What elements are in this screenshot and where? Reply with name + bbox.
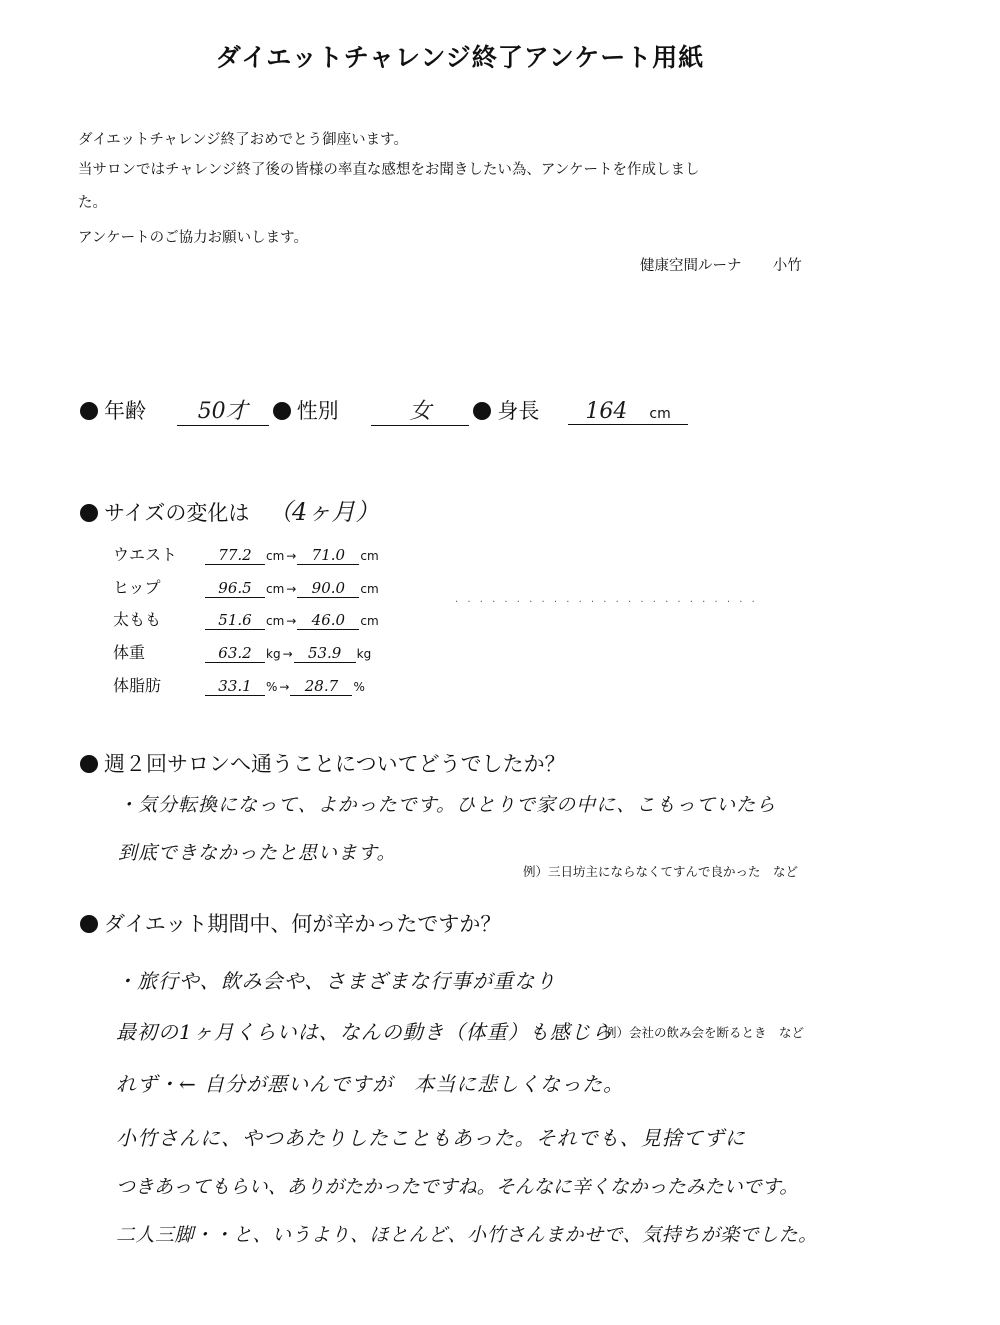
measure-unit: % (353, 680, 365, 694)
profile-row (80, 394, 688, 426)
bullet-icon (80, 755, 98, 773)
salon-name: 健康空間ルーナ (640, 258, 742, 274)
measure-unit: cm (266, 549, 285, 563)
answer-2-line-3[interactable]: れず・← 自分が悪いんですが 本当に悲しくなった。 (116, 1072, 625, 1096)
height-field[interactable] (568, 399, 688, 425)
intro-line-2: 当サロンではチャレンジ終了後の皆様の率直な感想をお聞きしたい為、アンケートを作成しまし (78, 162, 700, 178)
arrow-icon: → (286, 614, 297, 628)
gender-value[interactable]: 女 (371, 394, 469, 426)
example-2: 例）会社の飲み会を断るとき など (604, 1025, 805, 1040)
bullet-icon (80, 504, 98, 522)
height-unit: cm (649, 406, 671, 422)
measure-row-body-fat (113, 673, 366, 696)
height-label: 身長 (497, 399, 540, 423)
measure-label: ウエスト (113, 545, 178, 564)
answer-1-line-2[interactable]: 到底できなかったと思います。 (118, 842, 397, 864)
signature (640, 254, 802, 275)
measure-after[interactable]: 46.0 (297, 611, 359, 630)
measure-before[interactable]: 51.6 (205, 611, 265, 630)
measure-unit: kg (266, 647, 281, 661)
measure-unit: cm (360, 582, 379, 596)
measure-unit: kg (356, 647, 372, 661)
size-change-header (80, 492, 379, 527)
bullet-icon (80, 915, 98, 933)
measure-before[interactable]: 96.5 (205, 579, 265, 598)
answer-2-line-2[interactable]: 最初の1ヶ月くらいは、なんの動き（体重）も感じら (116, 1020, 613, 1044)
measure-after[interactable]: 71.0 (297, 546, 359, 565)
gender-label: 性別 (296, 399, 339, 423)
measure-unit: cm (360, 549, 379, 563)
measure-after[interactable]: 28.7 (290, 677, 352, 696)
age-label: 年齢 (104, 399, 146, 423)
measure-unit: % (266, 680, 278, 694)
arrow-icon: → (282, 647, 293, 661)
question-1 (80, 748, 566, 778)
height-value: 164 (585, 399, 628, 424)
page-title: ダイエットチャレンジ終了アンケート用紙 (215, 43, 705, 72)
measure-label: ヒップ (113, 578, 161, 597)
bullet-icon (273, 402, 291, 420)
arrow-icon: → (286, 582, 297, 596)
measure-after[interactable]: 53.9 (294, 644, 356, 663)
size-change-period: （4ヶ月） (268, 498, 380, 526)
question-1-text: 週２回サロンへ通うことについてどうでしたか？ (104, 752, 566, 776)
bullet-icon (473, 402, 491, 420)
question-2-text: ダイエット期間中、何が辛かったですか？ (104, 912, 502, 936)
measure-unit: cm (266, 582, 285, 596)
arrow-icon: → (286, 549, 297, 563)
measure-row-weight (113, 640, 372, 663)
measure-unit: cm (266, 614, 285, 628)
measure-before[interactable]: 77.2 (205, 546, 265, 565)
measure-label: 体脂肪 (113, 676, 162, 695)
staff-name: 小竹 (772, 258, 802, 274)
age-value[interactable]: 50才 (177, 394, 269, 426)
answer-1-line-1[interactable]: ・気分転換になって、よかったです。ひとりで家の中に、こもっていたら (118, 794, 777, 816)
intro-line-4: アンケートのご協力お願いします。 (78, 230, 308, 246)
measure-label: 体重 (113, 643, 146, 662)
answer-2-line-4[interactable]: 小竹さんに、やつあたりしたこともあった。それでも、見捨てずに (116, 1126, 746, 1150)
answer-2-line-6[interactable]: 二人三脚・・と、いうより、ほとんど、小竹さんまかせで、気持ちが楽でした。 (116, 1224, 818, 1246)
answer-2-line-5[interactable]: つきあってもらい、ありがたかったですね。そんなに辛くなかったみたいです。 (116, 1176, 799, 1198)
measure-before[interactable]: 33.1 (205, 677, 265, 696)
intro-line-3: た。 (78, 195, 107, 211)
intro-line-1: ダイエットチャレンジ終了おめでとう御座います。 (78, 132, 409, 148)
arrow-icon: → (279, 680, 290, 694)
measure-after[interactable]: 90.0 (297, 579, 359, 598)
measure-row-waist (113, 542, 380, 565)
size-change-label: サイズの変化は (104, 501, 250, 525)
answer-2-line-1[interactable]: ・旅行や、飲み会や、さまざまな行事が重なり (116, 969, 557, 993)
example-1: 例）三日坊主にならなくてすんで良かった など (523, 864, 799, 879)
question-2 (80, 908, 501, 938)
scan-noise: · · · · · · · · · · · · · · · · · · · · · · · · · (455, 597, 758, 608)
measure-row-hip (113, 575, 380, 598)
measure-label: 太もも (113, 610, 162, 629)
bullet-icon (80, 402, 98, 420)
measure-row-thigh (113, 607, 380, 630)
measure-unit: cm (360, 614, 379, 628)
measure-before[interactable]: 63.2 (205, 644, 265, 663)
